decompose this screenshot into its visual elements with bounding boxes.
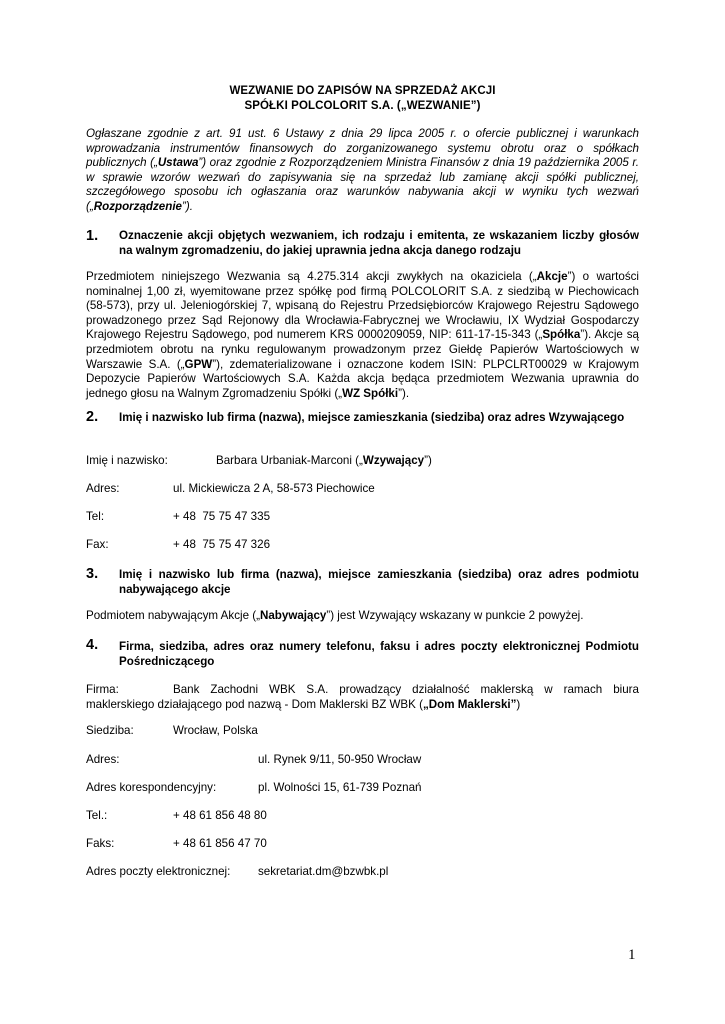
document-title-line-1: WEZWANIE DO ZAPISÓW NA SPRZEDAŻ AKCJI — [229, 85, 496, 97]
email-value: sekretariat.dm@bzwbk.pl — [258, 865, 389, 878]
broker-tel-value: + 48 61 856 48 80 — [173, 809, 267, 822]
section-1-heading: Oznaczenie akcji objętych wezwaniem, ich rodzaju i emitenta, ze wskazaniem liczby głosów na walnym zgromadzeniu, do jakiej uprawnia jedna akcja danego rodzaju — [119, 229, 639, 257]
section-1-paragraph: Przedmiotem niniejszego Wezwania są 4.275.314 akcji zwykłych na okaziciela („Akcje”) o wartości nominalnej 1,00 zł, wyemitowane przez spółkę pod firmą POLCOLORIT S.A. z siedzibą w Piechowicach (58-573), przy ul. Jeleniogórskiej 7, wpisaną do Rejestru Przedsiębiorców Krajowego Rejestru Sądowego prowadzonego przez Sąd Rejonowy dla Wrocławia-Fabrycznej we Wrocławiu, IX Wydział Gospodarczy Krajowego Rejestru Sądowego, pod numerem KRS 0000209059, NIP: 611-17-15-343 („Spółka”). Akcje są przedmiotem obrotu na rynku regulowanym prowadzonym przez Giełdę Papierów Wartościowych w Warszawie S.A. („GPW”), zdematerializowane i oznaczone kodem ISIN: PLPCLRT00029 w Krajowym Depozycie Papierów Wartościowych S.A. Każda akcja będąca przedmiotem Wezwania uprawnia do jednego głosu na Walnym Zgromadzeniu Spółki („WZ Spółki”). — [86, 270, 640, 400]
section-3-paragraph: Podmiotem nabywającym Akcje („Nabywający”) jest Wzywający wskazany w punkcie 2 powyżej. — [86, 609, 584, 622]
broker-firm-paragraph: Firma: Bank Zachodni WBK S.A. prowadzący działalność maklerską w ramach biura maklerskiego działającego pod nazwą - Dom Maklerski BZ WBK („Dom Maklerski”) — [86, 683, 639, 711]
section-3-heading: Imię i nazwisko lub firma (nazwa), miejsce zamieszkania (siedziba) oraz adres podmiotu nabywającego akcje — [119, 568, 639, 596]
section-2-number: 2. — [86, 409, 99, 425]
firm-label: Firma: — [86, 683, 119, 696]
name-value: Barbara Urbaniak-Marconi („Wzywający”) — [216, 454, 432, 467]
address-value: ul. Mickiewicza 2 A, 58-573 Piechowice — [173, 482, 375, 495]
page-number: 1 — [628, 947, 636, 963]
email-label: Adres poczty elektronicznej: — [86, 865, 231, 878]
document-title-line-2: SPÓŁKI POLCOLORIT S.A. („WEZWANIE”) — [244, 100, 481, 112]
broker-address-label: Adres: — [86, 753, 120, 766]
section-3-number: 3. — [86, 566, 99, 582]
section-4-number: 4. — [86, 637, 99, 653]
tel-value: + 48 75 75 47 335 — [173, 510, 271, 523]
tel-label: Tel: — [86, 510, 105, 523]
broker-fax-value: + 48 61 856 47 70 — [173, 837, 267, 850]
fax-label: Fax: — [86, 538, 109, 551]
seat-label: Siedziba: — [86, 724, 134, 737]
name-label: Imię i nazwisko: — [86, 454, 168, 467]
intro-paragraph: Ogłaszane zgodnie z art. 91 ust. 6 Ustawy z dnia 29 lipca 2005 r. o ofercie publicznej i warunkach wprowadzania instrumentów finansowych do zorganizowanego systemu obrotu oraz o spółkach publicznych („Ustawa”) oraz zgodnie z Rozporządzeniem Ministra Finansów z dnia 19 października 2005 r. w sprawie wzorów wezwań do zapisywania się na sprzedaż lub zamianę akcji spółki publicznej, szczegółowego sposobu ich ogłaszania oraz warunków nabywania akcji w wyniku tych wezwań („Rozporządzenie”). — [86, 127, 639, 213]
section-2-heading: Imię i nazwisko lub firma (nazwa), miejsce zamieszkania (siedziba) oraz adres Wzywającego — [119, 411, 625, 424]
address-label: Adres: — [86, 482, 120, 495]
correspondence-value: pl. Wolności 15, 61-739 Poznań — [258, 781, 422, 794]
fax-value: + 48 75 75 47 326 — [173, 538, 271, 551]
section-1-number: 1. — [86, 228, 99, 244]
broker-fax-label: Faks: — [86, 837, 115, 850]
broker-address-value: ul. Rynek 9/11, 50-950 Wrocław — [258, 753, 422, 766]
section-4-heading: Firma, siedziba, adres oraz numery telefonu, faksu i adres poczty elektronicznej Podmiotu Pośredniczącego — [119, 640, 639, 668]
broker-tel-label: Tel.: — [86, 809, 108, 822]
seat-value: Wrocław, Polska — [173, 724, 258, 737]
correspondence-label: Adres korespondencyjny: — [86, 781, 217, 794]
